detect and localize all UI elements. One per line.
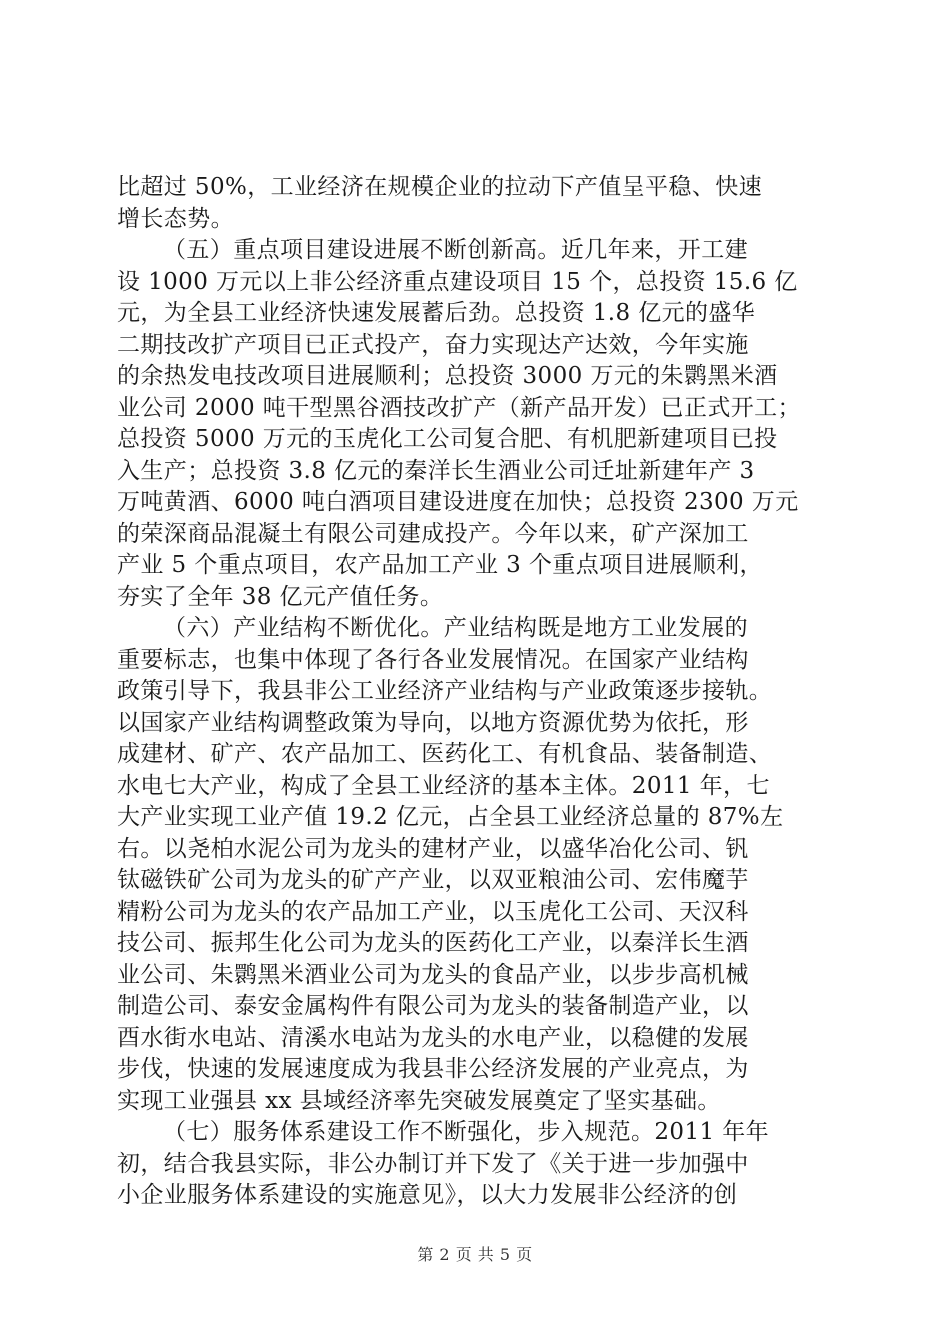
text-line: 步伐，快速的发展速度成为我县非公经济发展的产业亮点，为: [117, 1056, 749, 1082]
text-line: 成建材、矿产、农产品加工、医药化工、有机食品、装备制造、: [117, 741, 773, 767]
text-line: 技公司、振邦生化公司为龙头的医药化工产业，以秦洋长生酒: [117, 930, 749, 956]
text-line: 以国家产业结构调整政策为导向，以地方资源优势为依托，形: [117, 709, 749, 736]
page-number: 第 2 页 共 5 页: [417, 1245, 533, 1264]
text-line: 制造公司、泰安金属构件有限公司为龙头的装备制造产业，以: [117, 993, 749, 1019]
paragraph-start-line: （六）产业结构不断优化。产业结构既是地方工业发展的: [163, 615, 748, 641]
text-line: 业公司 2000 吨干型黑谷酒技改扩产（新产品开发）已正式开工；: [117, 394, 801, 421]
text-line: 实现工业强县 xx 县域经济率先突破发展奠定了坚实基础。: [117, 1087, 721, 1114]
text-line: 小企业服务体系建设的实施意见》，以大力发展非公经济的创: [117, 1182, 738, 1208]
paragraph-start-line: （七）服务体系建设工作不断强化，步入规范。2011 年年: [163, 1119, 770, 1145]
text-line: 初，结合我县实际，非公办制订并下发了《关于进一步加强中: [117, 1150, 749, 1177]
text-line: 重要标志，也集中体现了各行各业发展情况。在国家产业结构: [117, 646, 749, 673]
text-line: 万吨黄酒、6000 吨白酒项目建设进度在加快；总投资 2300 万元: [117, 489, 799, 515]
text-line: 产业 5 个重点项目，农产品加工产业 3 个重点项目进展顺利，: [117, 552, 763, 578]
text-line: 的余热发电技改项目进展顺利；总投资 3000 万元的朱鹮黑米酒: [117, 363, 778, 389]
text-line: 水电七大产业，构成了全县工业经济的基本主体。2011 年，七: [117, 772, 770, 799]
text-line: 夯实了全年 38 亿元产值任务。: [117, 583, 444, 610]
text-line: 大产业实现工业产值 19.2 亿元，占全县工业经济总量的 87%左: [117, 804, 784, 830]
text-line: 业公司、朱鹮黑米酒业公司为龙头的食品产业，以步步高机械: [117, 961, 749, 988]
text-line: 钛磁铁矿公司为龙头的矿产产业，以双亚粮油公司、宏伟魔芋: [117, 867, 749, 893]
text-line: 精粉公司为龙头的农产品加工产业，以玉虎化工公司、天汉科: [117, 898, 749, 925]
page-footer: [0, 1242, 950, 1265]
text-line: 比超过 50%，工业经济在规模企业的拉动下产值呈平稳、快速: [117, 174, 763, 200]
text-line: 入生产；总投资 3.8 亿元的秦洋长生酒业公司迁址新建年产 3: [117, 457, 755, 484]
text-line: 政策引导下，我县非公工业经济产业结构与产业政策逐步接轨。: [117, 678, 773, 704]
text-line: 二期技改扩产项目已正式投产，奋力实现达产达效，今年实施: [117, 331, 749, 358]
text-line: 的荣深商品混凝土有限公司建成投产。今年以来，矿产深加工: [117, 520, 749, 547]
text-line: 元，为全县工业经济快速发展蓄后劲。总投资 1.8 亿元的盛华: [117, 300, 756, 326]
text-line: 酉水街水电站、清溪水电站为龙头的水电产业，以稳健的发展: [117, 1024, 749, 1051]
text-line: 设 1000 万元以上非公经济重点建设项目 15 个，总投资 15.6 亿: [117, 268, 798, 295]
paragraph-start-line: （五）重点项目建设进展不断创新高。近几年来，开工建: [163, 237, 748, 263]
text-line: 总投资 5000 万元的玉虎化工公司复合肥、有机肥新建项目已投: [117, 426, 778, 452]
body-text: [117, 172, 837, 1212]
text-line: 增长态势。: [117, 205, 234, 232]
text-line: 右。以尧柏水泥公司为龙头的建材产业，以盛华冶化公司、钒: [117, 835, 749, 862]
